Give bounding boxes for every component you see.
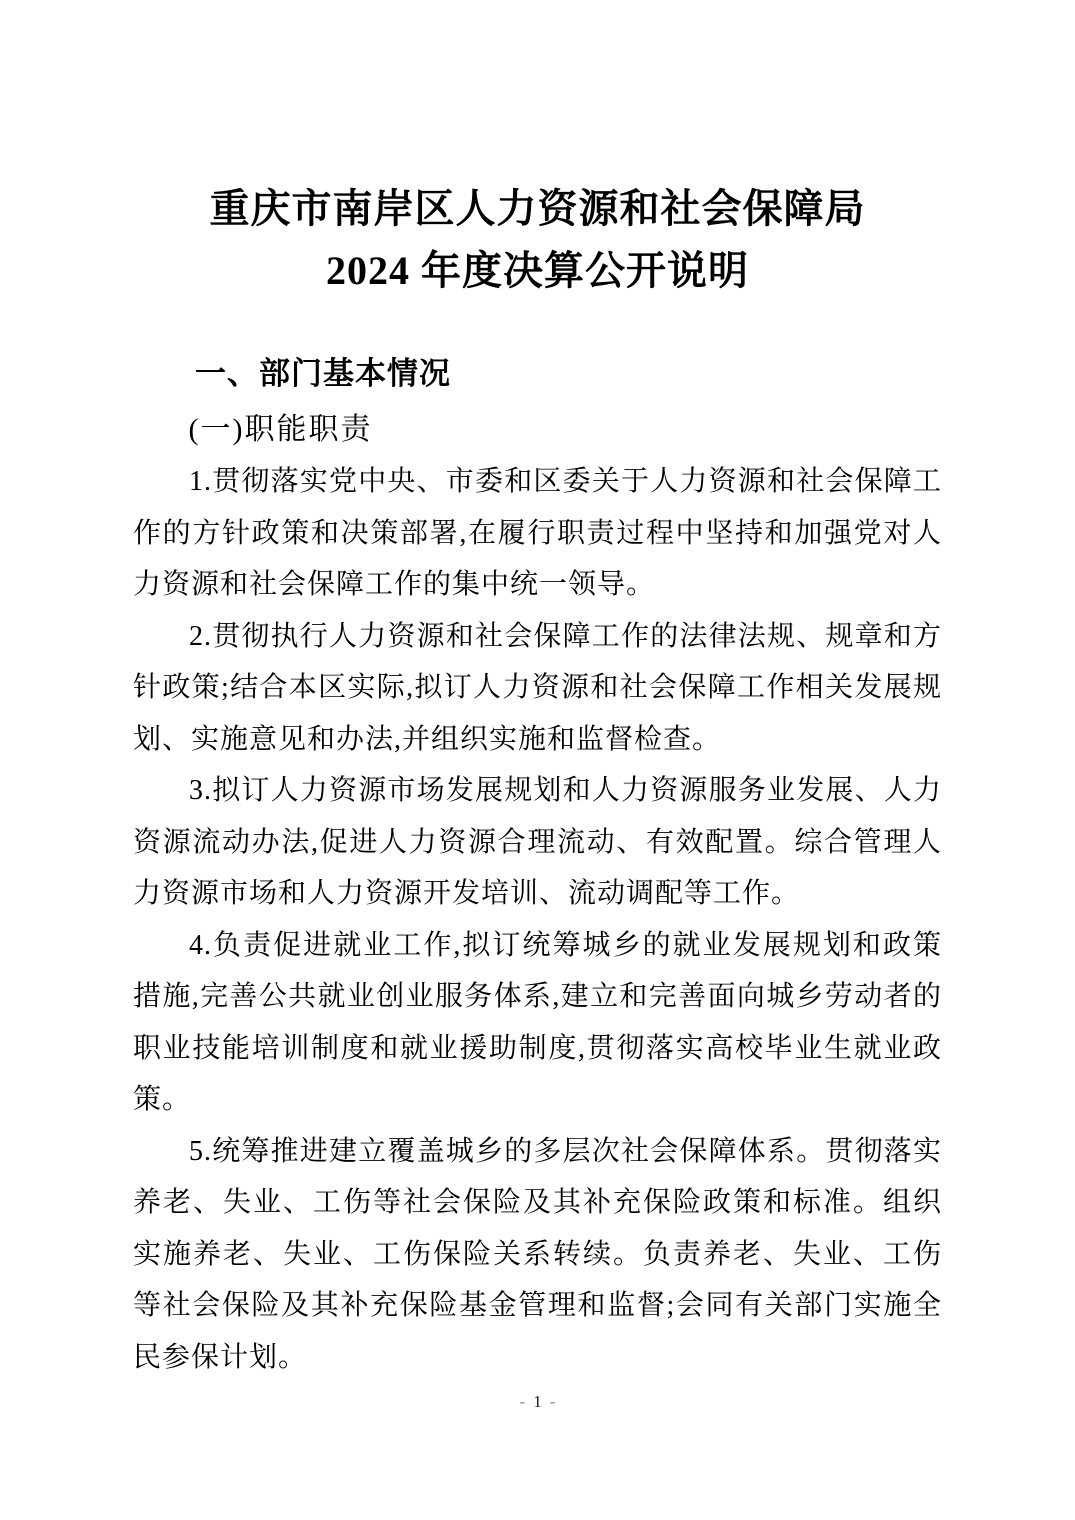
paragraph-duty-3: 3.拟订人力资源市场发展规划和人力资源服务业发展、人力资源流动办法,促进人力资源合理流动、有效配置。综合管理人力资源市场和人力资源开发培训、流动调配等工作。 xyxy=(133,775,942,909)
document-title xyxy=(133,178,942,302)
paragraph-duty-2: 2.贯彻执行人力资源和社会保障工作的法律法规、规章和方针政策;结合本区实际,拟订人力资源和社会保障工作相关发展规划、实施意见和办法,并组织实施和监督检查。 xyxy=(133,620,942,755)
paragraph-duty-1: 1.贯彻落实党中央、市委和区委关于人力资源和社会保障工作的方针政策和决策部署,在履行职责过程中坚持和加强党对人力资源和社会保障工作的集中统一领导。 xyxy=(133,466,942,600)
paragraph-duty-4: 4.负责促进就业工作,拟订统筹城乡的就业发展规划和政策措施,完善公共就业创业服务体系,建立和完善面向城乡劳动者的职业技能培训制度和就业援助制度,贯彻落实高校毕业生就业政策。 xyxy=(133,929,942,1115)
subsection-heading-duties: (一)职能职责 xyxy=(188,413,373,446)
page-number: 1 xyxy=(533,1392,542,1411)
document-title-line-1: 重庆市南岸区人力资源和社会保障局 xyxy=(209,186,866,231)
paragraph-duty-5: 5.统筹推进建立覆盖城乡的多层次社会保障体系。贯彻落实养老、失业、工伤等社会保险及其补充保险政策和标准。组织实施养老、失业、工伤保险关系转续。负责养老、失业、工伤等社会保险及其补充保险基金管理和监督;会同有关部门实施全民参保计划。 xyxy=(133,1135,942,1373)
footer-dash-right: - xyxy=(549,1392,556,1411)
body-text xyxy=(133,456,942,1383)
document-content xyxy=(133,0,942,1383)
page-footer xyxy=(0,1392,1075,1412)
section-heading-basic-info: 一、部门基本情况 xyxy=(195,356,451,391)
footer-dash-left: - xyxy=(519,1392,526,1411)
document-title-line-2: 2024 年度决算公开说明 xyxy=(326,248,749,293)
